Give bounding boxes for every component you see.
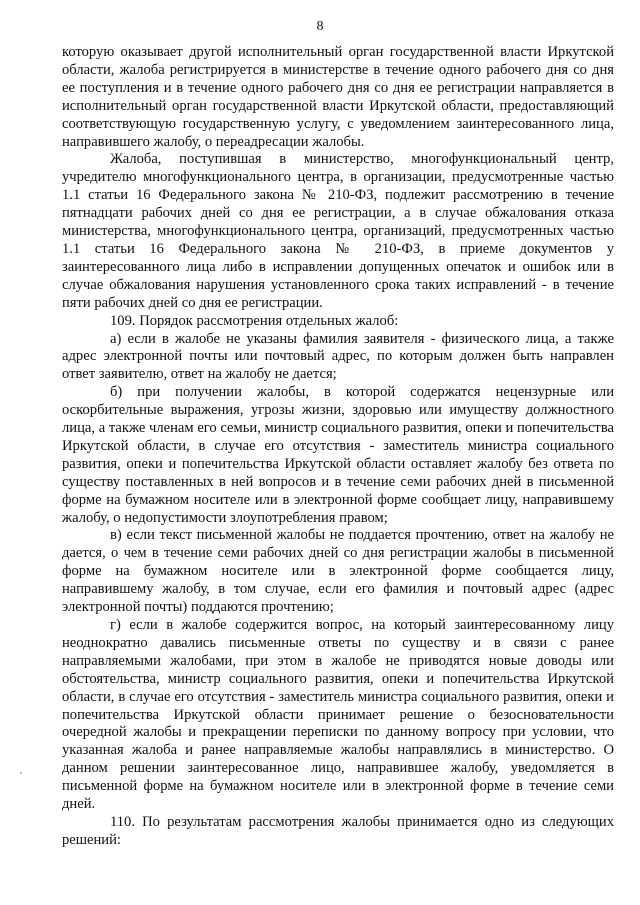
paragraph-item-109-b: б) при получении жалобы, в которой содержатся нецензурные или оскорбительные выражения, угрозы жизни, здоровью или имуществу должностного лица, а также членам его семьи, министр социального развития, опеки и попечительства Иркутской области, в случае его отсутствия - заместитель министра социального развития, опеки и попечительства Иркутской области оставляет жалобу без ответа по существу поставленных в ней вопросов и в течение семи рабочих дней в письменной форме на бумажном носителе или в электронной форме сообщает лицу, направившему жалобу, о недопустимости злоупотребления правом;: [62, 384, 614, 526]
paragraph-item-109-g: г) если в жалобе содержится вопрос, на который заинтересованному лицу неоднократно давались письменные ответы по существу и в связи с ранее направляемыми жалобами, при этом в жалобе не приводятся новые доводы или обстоятельства, министр социального развития, опеки и попечительства Иркутской области, в случае его отсутствия - заместитель министра социального развития, опеки и попечительства Иркутской области принимает решение о безосновательности очередной жалобы и прекращении переписки по данному вопросу при условии, что указанная жалоба и ранее направляемые жалобы направлялись в министерство. О данном решении заинтересованное лицо, направившее жалобу, уведомляется в письменной форме на бумажном носителе или в электронной форме в течение семи дней.: [62, 617, 614, 813]
paragraph-item-110: 110. По результатам рассмотрения жалобы принимается одно из следующих решений:: [62, 813, 614, 848]
scan-speck: [20, 772, 22, 774]
paragraph-continuation: которую оказывает другой исполнительный орган государственной власти Иркутской области, жалоба регистрируется в министерстве в течение одного рабочего дня со дня ее поступления и в течение одного рабочего дня со дня ее регистрации направляется в исполнительный орган государственной власти Иркутской области, предоставляющий соответствующую государственную услугу, с уведомлением заинтересованного лица, направившего жалобу, о переадресации жалобы.: [62, 44, 614, 150]
document-body: [62, 44, 614, 850]
paragraph-item-109-a: а) если в жалобе не указаны фамилия заявителя - физического лица, а также адрес электронной почты или почтовый адрес, по которым должен быть направлен ответ заявителю, ответ на жалобу не дается;: [62, 330, 614, 383]
paragraph-item-109-v: в) если текст письменной жалобы не поддается прочтению, ответ на жалобу не дается, о чем в течение семи рабочих дней со дня регистрации жалобы в письменной форме на бумажном носителе или в электронной форме сообщается лицу, направившему жалобу, в том случае, если его фамилия и почтовый адрес (адрес электронной почты) поддаются прочтению;: [62, 527, 614, 616]
paragraph-item-109-heading: 109. Порядок рассмотрения отдельных жалоб:: [110, 312, 399, 329]
paragraph-complaint-review-terms: Жалоба, поступившая в министерство, многофункциональный центр, учредителю многофункционального центра, в организации, предусмотренные частью 1.1 статьи 16 Федерального закона № 210-ФЗ, подлежит рассмотрению в течение пятнадцати рабочих дней со дня ее регистрации, а в случае обжалования отказа министерства, многофункционального центра, организаций, предусмотренных частью 1.1 статьи 16 Федерального закона № 210-ФЗ, в приеме документов у заинтересованного лица либо в исправлении допущенных опечаток и ошибок или в случае обжалования нарушения установленного срока таких исправлений - в течение пяти рабочих дней со дня ее регистрации.: [62, 151, 614, 311]
page-number: 8: [316, 19, 324, 34]
